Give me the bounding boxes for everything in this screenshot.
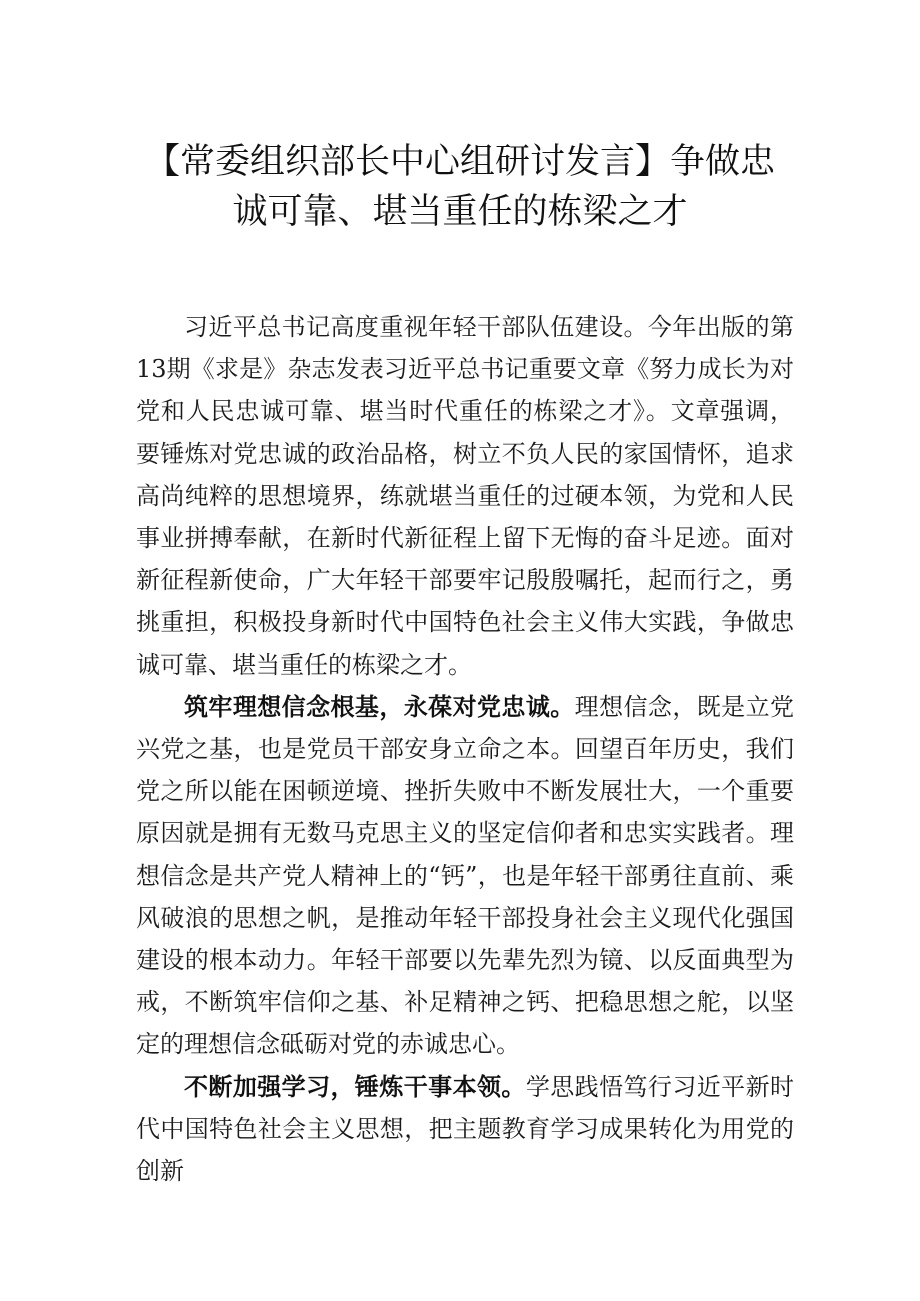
document-body bbox=[136, 306, 794, 1192]
paragraph bbox=[136, 1066, 794, 1193]
paragraph-lead-heading: 筑牢理想信念根基，永葆对党忠诚。 bbox=[184, 692, 575, 721]
paragraph-text: 习近平总书记高度重视年轻干部队伍建设。今年出版的第13期《求是》杂志发表习近平总书记重要文章《努力成长为对党和人民忠诚可靠、堪当时代重任的栋梁之才》。文章强调，要锤炼对党忠诚的政治品格，树立不负人民的家国情怀，追求高尚纯粹的思想境界，练就堪当重任的过硬本领，为党和人民事业拼搏奉献，在新时代新征程上留下无悔的奋斗足迹。面对新征程新使命，广大年轻干部要牢记殷殷嘱托，起而行之，勇挑重担，积极投身新时代中国特色社会主义伟大实践，争做忠诚可靠、堪当重任的栋梁之才。 bbox=[136, 313, 794, 679]
paragraph bbox=[136, 686, 794, 1066]
paragraph-text: 理想信念，既是立党兴党之基，也是党员干部安身立命之本。回望百年历史，我们党之所以能在困顿逆境、挫折失败中不断发展壮大，一个重要原因就是拥有无数马克思主义的坚定信仰者和忠实实践者。理想信念是共产党人精神上的“钙”，也是年轻干部勇往直前、乘风破浪的思想之帆，是推动年轻干部投身社会主义现代化强国建设的根本动力。年轻干部要以先辈先烈为镜、以反面典型为戒，不断筑牢信仰之基、补足精神之钙、把稳思想之舵，以坚定的理想信念砥砺对党的赤诚忠心。 bbox=[136, 692, 795, 1059]
paragraph-text: 学思践悟笃行习近平新时代中国特色社会主义思想，把主题教育学习成果转化为用党的创新 bbox=[136, 1072, 795, 1186]
paragraph-lead-heading: 不断加强学习，锤炼干事本领。 bbox=[184, 1072, 526, 1101]
document-title-line-1: 【常委组织部长中心组研讨发言】争做忠 bbox=[144, 142, 775, 182]
paragraph bbox=[136, 306, 794, 686]
document-title-line-2: 诚可靠、堪当重任的栋梁之才 bbox=[232, 192, 688, 232]
